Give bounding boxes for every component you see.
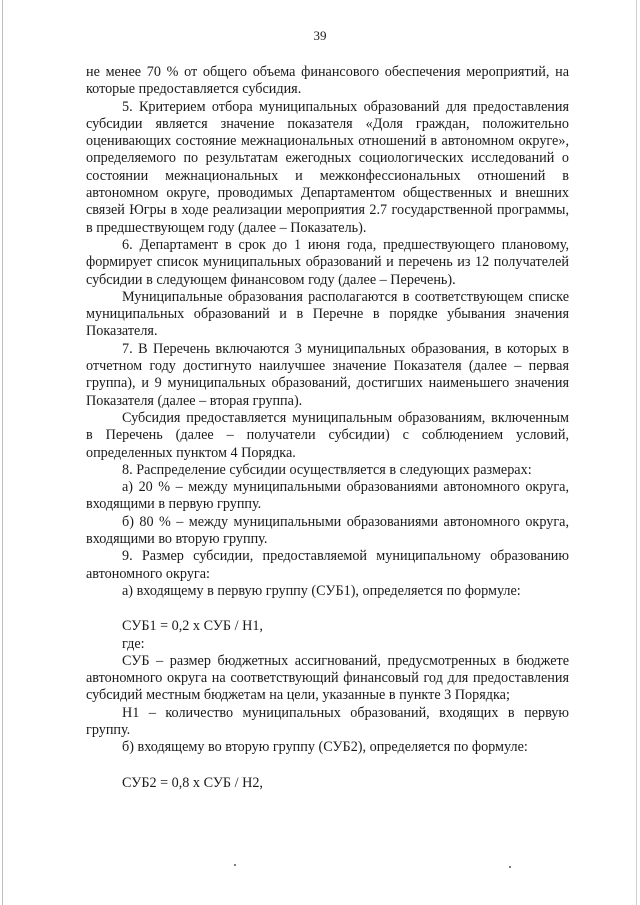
paragraph-9-size: 9. Размер субсидии, предоставляемой муниципальному образованию автономного округа:: [86, 548, 569, 582]
paragraph-subsidy-granted: Субсидия предоставляется муниципальным образованиям, включенным в Перечень (далее – получатели субсидии) с соблюдением условий, определенных пунктом 4 Порядка.: [86, 409, 569, 461]
spacer: [86, 600, 569, 618]
paragraph-8b: б) 80 % – между муниципальными образованиями автономного округа, входящими во вторую группу.: [86, 513, 569, 548]
paragraph-6-department: 6. Департамент в срок до 1 июня года, предшествующего плановому, формирует список муниципальных образований и перечень из 12 получателей субсидии в следующем финансовом году (далее – Перечень).: [86, 236, 569, 288]
paragraph-8-distribution: 8. Распределение субсидии осуществляется в следующих размерах:: [122, 461, 532, 478]
scan-speck: [234, 864, 236, 866]
scan-edge-right: [636, 0, 637, 905]
paragraph-continuation: не менее 70 % от общего объема финансового обеспечения мероприятий, на которые предоставляется субсидия.: [86, 64, 569, 98]
paragraph-8a: а) 20 % – между муниципальными образованиями автономного округа, входящими в первую группу.: [86, 479, 569, 513]
document-body: [86, 64, 569, 792]
spacer: [86, 757, 569, 775]
formula-sub2: СУБ2 = 0,8 х СУБ / Н2,: [122, 774, 263, 791]
definition-sub: СУБ – размер бюджетных ассигнований, предусмотренных в бюджете автономного округа на соответствующий финансовый год для предоставления субсидий местным бюджетам на цели, указанные в пункте 3 Порядка;: [86, 652, 569, 704]
where-label: где:: [122, 635, 145, 652]
scan-edge-left: [2, 0, 3, 905]
paragraph-9b: б) входящему во вторую группу (СУБ2), определяется по формуле:: [122, 739, 528, 756]
formula-sub1: СУБ1 = 0,2 х СУБ / Н1,: [122, 618, 263, 635]
paragraph-5-criterion: 5. Критерием отбора муниципальных образований для предоставления субсидии является значение показателя «Доля граждан, положительно оценивающих состояние межнациональных отношений в автономном округе», определяемого по результатам ежегодных социологических исследований о состоянии межнациональных и межконфессиональных отношений в автономном округе, проводимых Департаментом общественных и внешних связей Югры в ходе реализации мероприятия 2.7 государственной программы, в предшествующем году (далее – Показатель).: [86, 98, 569, 236]
paragraph-9a: а) входящему в первую группу (СУБ1), определяется по формуле:: [122, 582, 521, 599]
scan-speck: [509, 866, 511, 868]
page-number: 39: [313, 28, 327, 43]
paragraph-municipal-order: Муниципальные образования располагаются в соответствующем списке муниципальных образований и в Перечне в порядке убывания значения Показателя.: [86, 288, 569, 340]
paragraph-7-list: 7. В Перечень включаются 3 муниципальных образования, в которых в отчетном году достигнуто наилучшее значение Показателя (далее – первая группа), и 9 муниципальных образований, достигших наименьшего значения Показателя (далее – вторая группа).: [86, 340, 569, 409]
definition-n1: Н1 – количество муниципальных образований, входящих в первую группу.: [86, 704, 569, 738]
